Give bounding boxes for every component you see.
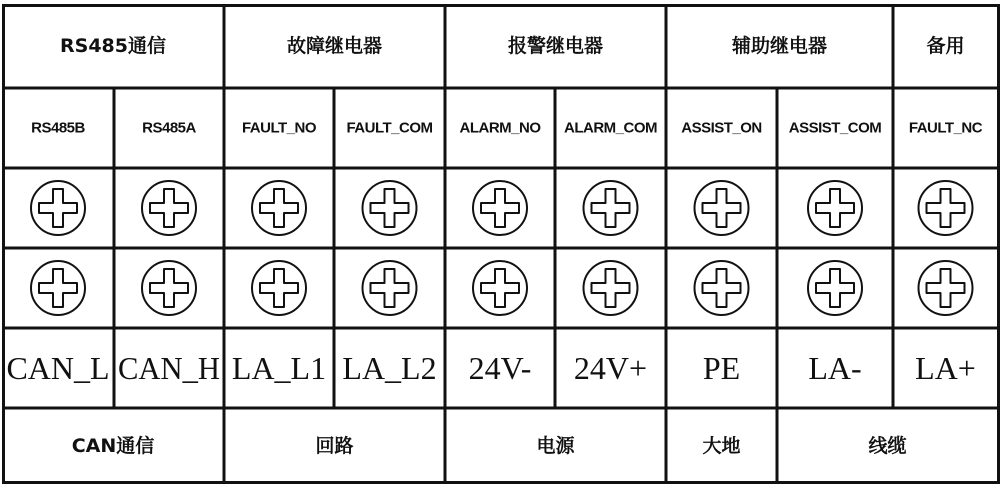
phillips-screw-icon (919, 261, 973, 315)
terminal-label: 24V- (468, 350, 532, 386)
phillips-screw-icon (808, 181, 862, 235)
group-label-bottom: CAN通信 (71, 435, 155, 457)
group-label-bottom: 线缆 (868, 435, 907, 457)
group-label-top: 报警继电器 (507, 35, 604, 57)
signal-label: ASSIST_COM (788, 119, 882, 137)
signal-label: RS485B (31, 119, 85, 137)
phillips-screw-icon (252, 261, 306, 315)
phillips-screw-icon (808, 261, 862, 315)
group-label-bottom: 电源 (536, 435, 575, 457)
group-label-top: 备用 (926, 35, 965, 57)
phillips-screw-icon (142, 261, 196, 315)
signal-label: ALARM_COM (564, 119, 657, 137)
terminal-block-diagram (2, 4, 1000, 484)
terminal-label: LA_L2 (342, 350, 437, 386)
phillips-screw-icon (584, 261, 638, 315)
signal-label: FAULT_COM (346, 119, 433, 137)
outer-border (4, 6, 999, 483)
group-label-bottom: 回路 (315, 435, 354, 457)
signal-label: FAULT_NO (241, 119, 317, 137)
table-grid (2, 4, 1000, 484)
signal-label: RS485A (142, 119, 196, 137)
terminal-label: LA- (808, 350, 862, 386)
phillips-screw-icon (252, 181, 306, 235)
terminal-label: CAN_L (6, 350, 110, 386)
terminal-label: 24V+ (573, 350, 648, 386)
phillips-screw-icon (363, 261, 417, 315)
phillips-screw-icon (919, 181, 973, 235)
phillips-screw-icon (695, 261, 749, 315)
group-label-top: 故障继电器 (286, 35, 383, 57)
group-label-top: RS485通信 (60, 35, 166, 57)
phillips-screw-icon (584, 181, 638, 235)
phillips-screw-icon (31, 181, 85, 235)
phillips-screw-icon (142, 181, 196, 235)
phillips-screw-icon (363, 181, 417, 235)
phillips-screw-icon (473, 261, 527, 315)
group-label-top: 辅助继电器 (731, 35, 828, 57)
terminal-label: PE (702, 350, 741, 386)
signal-label: ALARM_NO (459, 119, 541, 137)
labels (6, 34, 982, 457)
group-label-bottom: 大地 (702, 435, 741, 457)
terminal-label: CAN_H (118, 350, 220, 386)
terminal-label: LA_L1 (231, 350, 327, 386)
signal-label: FAULT_NC (908, 119, 983, 137)
signal-label: ASSIST_ON (681, 119, 762, 137)
phillips-screw-icon (31, 261, 85, 315)
phillips-screw-icon (473, 181, 527, 235)
phillips-screw-icon (695, 181, 749, 235)
terminal-label: LA+ (915, 350, 976, 386)
